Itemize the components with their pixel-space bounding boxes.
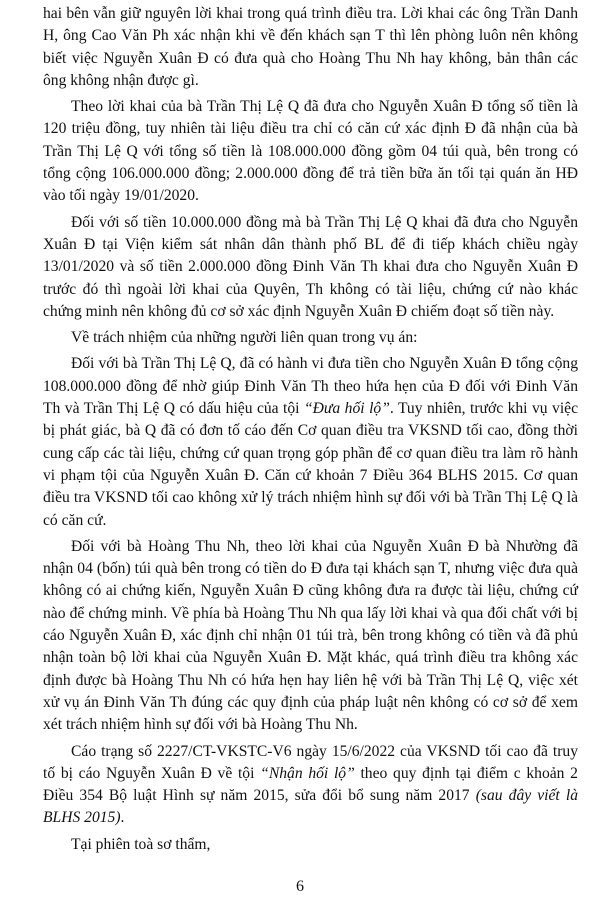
italic-text-run: “Nhận hối lộ” [260,764,355,782]
text-run: Đối với bà Trần Thị Lệ Q, đã có hành vi đưa tiền cho Nguyễn Xuân Đ tổng cộng 108.000.000 đồng để nhờ giúp Đinh Văn Th theo hứa hẹn của Đ đối với Đinh Văn Th và Trần Thị Lệ Q có dấu hiệu của tội [43,355,578,418]
page-number: 6 [296,878,304,895]
text-run: hai bên vẫn giữ nguyên lời khai trong quá trình điều tra. Lời khai các ông Trần Danh H, ông Cao Văn Ph xác nhận khi về đến khách sạn T thì lên phòng luôn nên không biết việc Nguyễn Xuân Đ có đưa quà cho Hoàng Thu Nh hay không, bản thân các ông không nhận được gì. [43,5,578,89]
text-run: Tại phiên toà sơ thẩm, [71,835,211,853]
text-run: Đối với bà Hoàng Thu Nh, theo lời khai của Nguyễn Xuân Đ bà Nhường đã nhận 04 (bốn) túi quà bên trong có tiền do Đ đưa tại khách sạn T, nhưng việc đưa quà không có ai chứng kiến, Nguyễn Xuân Đ cũng không đưa ra được tài liệu, chứng cứ nào để chứng minh. Về phía bà Hoàng Thu Nh qua lấy lời khai và qua đối chất với bị cáo Nguyễn Xuân Đ, xác định chỉ nhận 01 túi trà, bên trong không có tiền và đã phủ nhận toàn bộ lời khai của Nguyễn Xuân Đ. Mặt khác, quá trình điều tra không xác định được bà Hoàng Thu Nh có hứa hẹn hay liên hệ với bà Trần Thị Lệ Q, việc xét xử vụ án Đinh Văn Th đúng các quy định của pháp luật nên không có cơ sở để xem xét trách nhiệm hình sự đối với bà Hoàng Thu Nh. [43,537,578,734]
paragraph-p8 [43,834,578,856]
paragraph-p3 [43,212,578,323]
paragraph-p4 [43,327,578,349]
text-run: Đối với số tiền 10.000.000 đồng mà bà Trần Thị Lệ Q khai đã đưa cho Nguyễn Xuân Đ tại Viện kiểm sát nhân dân thành phố BL để đi tiếp khách chiều ngày 13/01/2020 và số tiền 2.000.000 đồng Đinh Văn Th khai đưa cho Nguyễn Xuân Đ trước đó thì ngoài lời khai của Quyên, Th không có tài liệu, chứng cứ nào khác chứng minh nên không đủ cơ sở xác định Nguyễn Xuân Đ chiếm đoạt số tiền này. [43,213,578,320]
paragraph-p7 [43,741,578,830]
text-run: Theo lời khai của bà Trần Thị Lệ Q đã đưa cho Nguyễn Xuân Đ tổng số tiền là 120 triệu đồng, tuy nhiên tài liệu điều tra chỉ có căn cứ xác định Đ đã nhận của bà Trần Thị Lệ Q với tổng số tiền là 108.000.000 đồng gồm 04 túi quà, bên trong có tổng cộng 106.000.000 đồng; 2.000.000 đồng để trả tiền bữa ăn tối tại quán ăn HĐ vào tối ngày 19/01/2020. [43,98,578,205]
text-run: . Tuy nhiên, trước khi vụ việc bị phát giác, bà Q đã có đơn tố cáo đến Cơ quan điều tra VKSND tối cao, đồng thời cung cấp các tài liệu, chứng cứ quan trọng góp phần để cơ quan điều tra làm rõ hành vi phạm tội của Nguyễn Xuân Đ. Căn cứ khoản 7 Điều 364 BLHS 2015. Cơ quan điều tra VKSND tối cao không xử lý trách nhiệm hình sự đối với bà Trần Thị Lệ Q là có căn cứ. [43,400,579,529]
text-run: . [120,809,125,827]
text-run: Cáo trạng số 2227/CT-VKSTC-V6 ngày 15/6/2022 của VKSND tối cao đã truy tố bị cáo Nguyễn Xuân Đ về tội [43,742,578,782]
text-run: theo quy định tại điểm c khoản 2 Điều 354 Bộ luật Hình sự năm 2015, sửa đổi bổ sung năm 2017 [43,764,578,805]
italic-text-run: “Đưa hối lộ” [303,400,390,418]
paragraph-p5 [43,353,578,531]
paragraph-p1 [43,3,578,92]
text-run: Về trách nhiệm của những người liên quan trong vụ án: [71,329,418,347]
paragraph-p2 [43,96,578,207]
document-body [43,3,578,856]
italic-text-run: (sau đây viết là BLHS 2015) [43,787,578,827]
paragraph-p6 [43,536,578,737]
